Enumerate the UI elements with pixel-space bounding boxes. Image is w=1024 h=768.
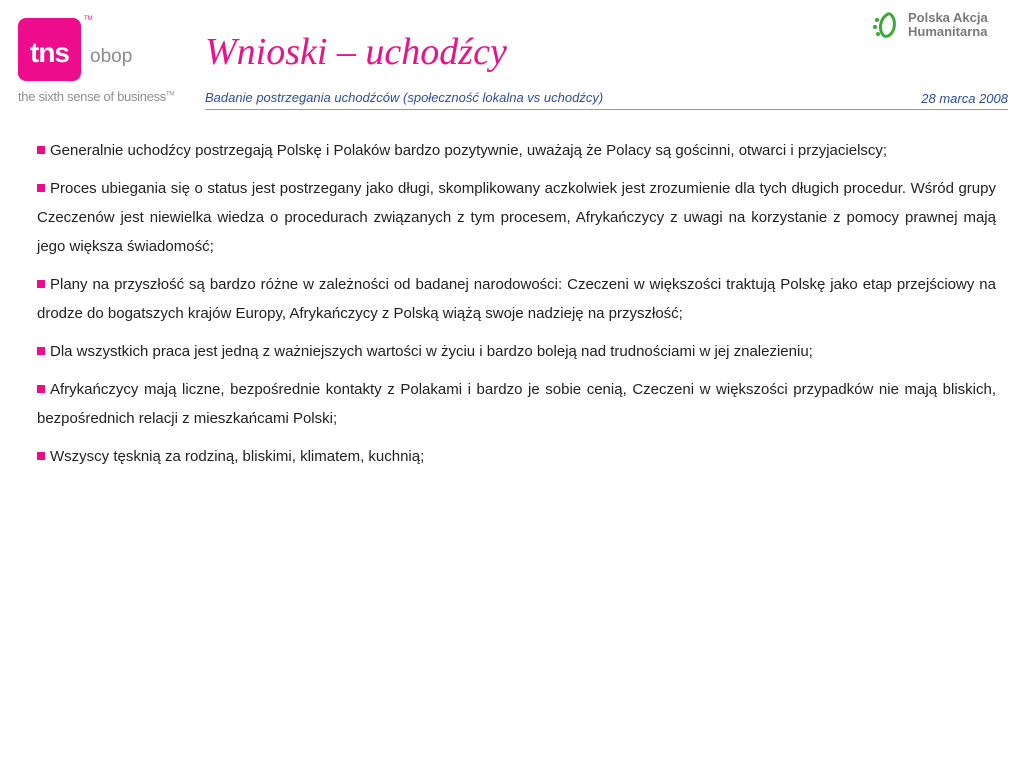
bullet-item — [37, 375, 996, 433]
bullet-item — [37, 270, 996, 328]
bullet-square-icon — [37, 280, 45, 288]
bullet-square-icon — [37, 385, 45, 393]
bullet-text: Plany na przyszłość są bardzo różne w zależności od badanej narodowości: Czeczeni w większości traktują Polskę jako etap przejściowy na drodze do bogatszych krajów Europy, Afrykańczycy z Polską wiążą swoje nadzieję na przyszłość; — [37, 276, 996, 322]
bullet-text: Generalnie uchodźcy postrzegają Polskę i Polaków bardzo pozytywnie, uważają że Polacy są gościnni, otwarci i przyjacielscy; — [50, 142, 888, 159]
tagline-text: the sixth sense of business — [18, 89, 166, 104]
pah-logo-icon — [870, 8, 904, 42]
header-divider — [205, 109, 1008, 110]
bullet-square-icon — [37, 146, 45, 154]
bullet-square-icon — [37, 184, 45, 192]
slide-date: 28 marca 2008 — [921, 91, 1008, 106]
tns-logo-mark — [18, 18, 81, 81]
bullet-text: Afrykańczycy mają liczne, bezpośrednie kontakty z Polakami i bardzo je sobie cenią, Czeczeni w większości przypadków nie mają bliskich, bezpośrednich relacji z mieszkańcami Polski; — [37, 381, 996, 427]
bullet-item — [37, 442, 996, 471]
tns-logo-text: tns — [30, 36, 69, 68]
bullet-item — [37, 337, 996, 366]
tagline-tm: TM — [166, 91, 175, 98]
slide-subtitle: Badanie postrzegania uchodźców (społeczność lokalna vs uchodźcy) — [205, 90, 604, 105]
bullet-square-icon — [37, 347, 45, 355]
bullet-text: Proces ubiegania się o status jest postrzegany jako długi, skomplikowany aczkolwiek jest zrozumienie dla tych długich procedur. Wśród grupy Czeczenów jest niewielka wiedza o procedurach związanych z tym procesem, Afrykańczycy z uwagi na korzystanie z pomocy prawnej mają jego większa świadomość; — [37, 180, 996, 255]
tns-logo-tm: TM — [84, 16, 93, 22]
pah-logo-text — [908, 11, 988, 39]
bullet-item — [37, 136, 996, 165]
pah-line-1: Polska Akcja — [908, 10, 988, 25]
bullet-text: Dla wszystkich praca jest jedną z ważniejszych wartości w życiu i bardzo boleją nad trudnościami w jej znalezieniu; — [50, 343, 813, 360]
tns-logo-sub: obop — [90, 46, 133, 67]
bullet-text: Wszyscy tęsknią za rodziną, bliskimi, klimatem, kuchnią; — [50, 448, 425, 465]
slide-title: Wnioski – uchodźcy — [205, 31, 507, 73]
bullet-list — [37, 136, 996, 480]
pah-line-2: Humanitarna — [908, 24, 988, 39]
bullet-item — [37, 174, 996, 261]
pah-logo — [870, 8, 988, 42]
tagline — [18, 89, 174, 104]
bullet-square-icon — [37, 452, 45, 460]
